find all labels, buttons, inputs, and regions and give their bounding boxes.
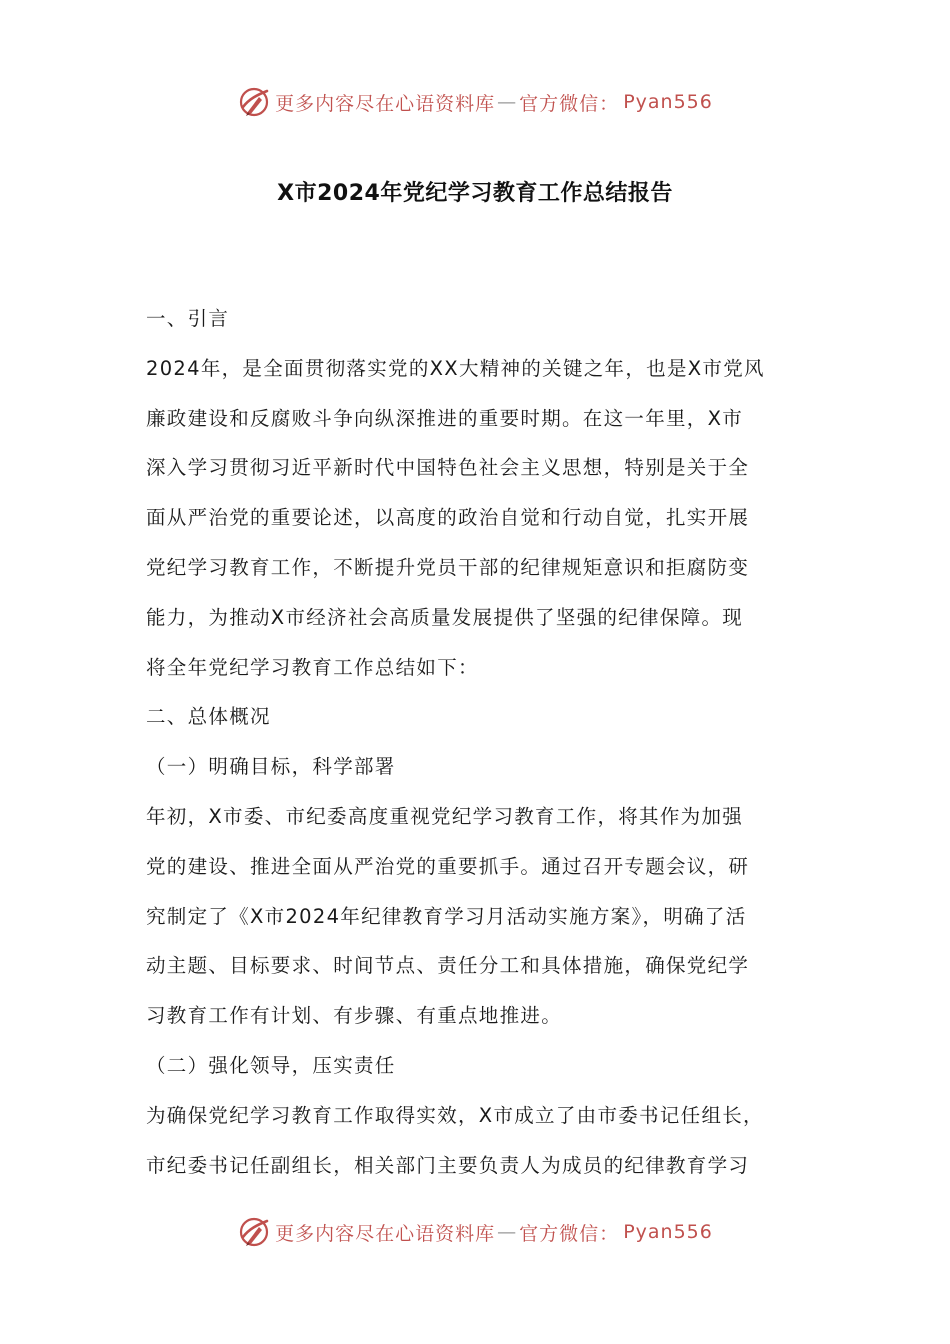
watermark-separator: — bbox=[497, 1221, 518, 1243]
text-line: （一）明确目标，科学部署 bbox=[146, 755, 396, 779]
text-line: 二、总体概况 bbox=[146, 705, 271, 729]
watermark-contact-label: 官方微信： bbox=[519, 1222, 620, 1245]
text-line: 党纪学习教育工作，不断提升党员干部的纪律规矩意识和拒腐防变 bbox=[146, 555, 750, 579]
watermark-footer bbox=[0, 1212, 950, 1252]
text-line: 廉政建设和反腐败斗争向纵深推进的重要时期。在这一年里，X市 bbox=[146, 406, 744, 430]
text-line: （二）强化领导，压实责任 bbox=[146, 1053, 396, 1077]
document-title: X市2024年党纪学习教育工作总结报告 bbox=[277, 181, 673, 206]
watermark-header bbox=[0, 82, 950, 122]
pen-swirl-logo-icon bbox=[237, 1215, 271, 1249]
pen-swirl-logo-icon bbox=[237, 85, 271, 119]
text-line: 2024年，是全面贯彻落实党的XX大精神的关键之年，也是X市党风 bbox=[146, 356, 765, 380]
text-line: 习教育工作有计划、有步骤、有重点地推进。 bbox=[146, 1004, 563, 1028]
text-line: 将全年党纪学习教育工作总结如下： bbox=[146, 655, 479, 679]
watermark-contact-id: Pyan556 bbox=[623, 91, 713, 113]
text-line: 面从严治党的重要论述，以高度的政治自觉和行动自觉，扎实开展 bbox=[146, 506, 750, 530]
text-line: 年初，X市委、市纪委高度重视党纪学习教育工作，将其作为加强 bbox=[146, 804, 744, 828]
text-line: 一、引言 bbox=[146, 307, 230, 330]
text-line: 市纪委书记任副组长，相关部门主要负责人为成员的纪律教育学习 bbox=[146, 1153, 750, 1177]
text-line: 党的建设、推进全面从严治党的重要抓手。通过召开专题会议，研 bbox=[146, 854, 750, 878]
text-line: 动主题、目标要求、时间节点、责任分工和具体措施，确保党纪学 bbox=[146, 954, 750, 978]
watermark-site-text: 更多内容尽在心语资料库 bbox=[275, 92, 496, 115]
text-line: 究制定了《X市2024年纪律教育学习月活动实施方案》，明确了活 bbox=[146, 904, 747, 928]
text-line: 深入学习贯彻习近平新时代中国特色社会主义思想，特别是关于全 bbox=[146, 456, 750, 480]
text-line: 能力，为推动X市经济社会高质量发展提供了坚强的纪律保障。现 bbox=[146, 605, 744, 629]
watermark-site-text: 更多内容尽在心语资料库 bbox=[275, 1222, 496, 1245]
watermark-separator: — bbox=[497, 91, 518, 113]
watermark-contact-label: 官方微信： bbox=[519, 92, 620, 115]
watermark-contact-id: Pyan556 bbox=[623, 1221, 713, 1243]
text-line: 为确保党纪学习教育工作取得实效，X市成立了由市委书记任组长， bbox=[146, 1103, 764, 1127]
document-body bbox=[146, 300, 826, 1196]
